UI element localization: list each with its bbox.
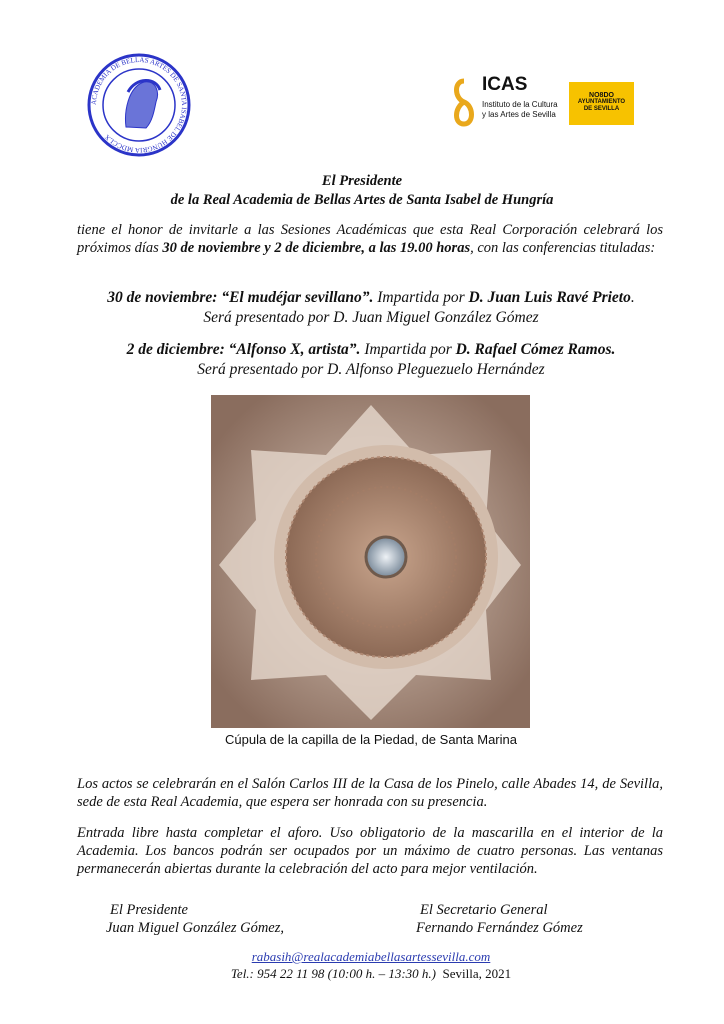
header-title: El Presidente [321, 173, 403, 189]
icas-subtitle: Instituto de la Cultura y las Artes de Sevilla [482, 100, 558, 119]
place-year: Sevilla, 2021 [442, 966, 512, 981]
header [0, 172, 724, 210]
notice-paragraph: Entrada libre hasta completar el aforo. Uso obligatorio de la mascarilla en el interior de la Academia. Los bancos podrán ser ocupados por un máximo de cuatro personas. Las ventanas permanecerán abiertas durante la celebración del acto para mejor ventilación. [77, 825, 663, 877]
email-link[interactable]: rabasih@realacademiabellasartessevilla.com [251, 949, 491, 964]
secretary-signature: El Secretario General Fernando Fernández Gómez [416, 902, 583, 936]
conference-1: 30 de noviembre: “El mudéjar sevillano”. Impartida por D. Juan Luis Ravé Prieto. Será presentado por D. Juan Miguel González Gómez [107, 289, 635, 326]
academy-seal-logo [86, 52, 192, 158]
president-signature: El Presidente Juan Miguel González Gómez, [106, 902, 285, 936]
intro-paragraph: tiene el honor de invitarle a las Sesiones Académicas que esta Real Corporación celebrará los próximos días 30 de noviembre y 2 de diciembre, a las 19.00 horas, con las conferencias tituladas: [77, 222, 663, 256]
venue-paragraph: Los actos se celebrarán en el Salón Carlos III de la Casa de los Pinelo, calle Abades 14, de Sevilla, sede de esta Real Academia, que espera ser honrada con su presencia. [77, 776, 663, 810]
ayuntamiento-logo: NO8DO AYUNTAMIENTO DE SEVILLA [569, 82, 634, 125]
icas-logo [452, 74, 642, 128]
header-subtitle: de la Real Academia de Bellas Artes de Santa Isabel de Hungría [170, 192, 554, 208]
phone: Tel.: 954 22 11 98 (10:00 h. – 13:30 h.) [230, 966, 436, 981]
footer [0, 948, 724, 982]
photo-caption: Cúpula de la capilla de la Piedad, de Santa Marina [225, 732, 517, 747]
svg-text:ACADEMIA DE BELLAS ARTES DE SA: ACADEMIA DE BELLAS ARTES DE SANTA ISABEL DE HUNGRIA MDCCLX [89, 55, 189, 155]
conference-2: 2 de diciembre: “Alfonso X, artista”. Impartida por D. Rafael Cómez Ramos. Será presentado por D. Alfonso Pleguezuelo Hernández [126, 341, 616, 378]
icas-name: ICAS [482, 74, 528, 95]
dome-photo [211, 395, 530, 728]
